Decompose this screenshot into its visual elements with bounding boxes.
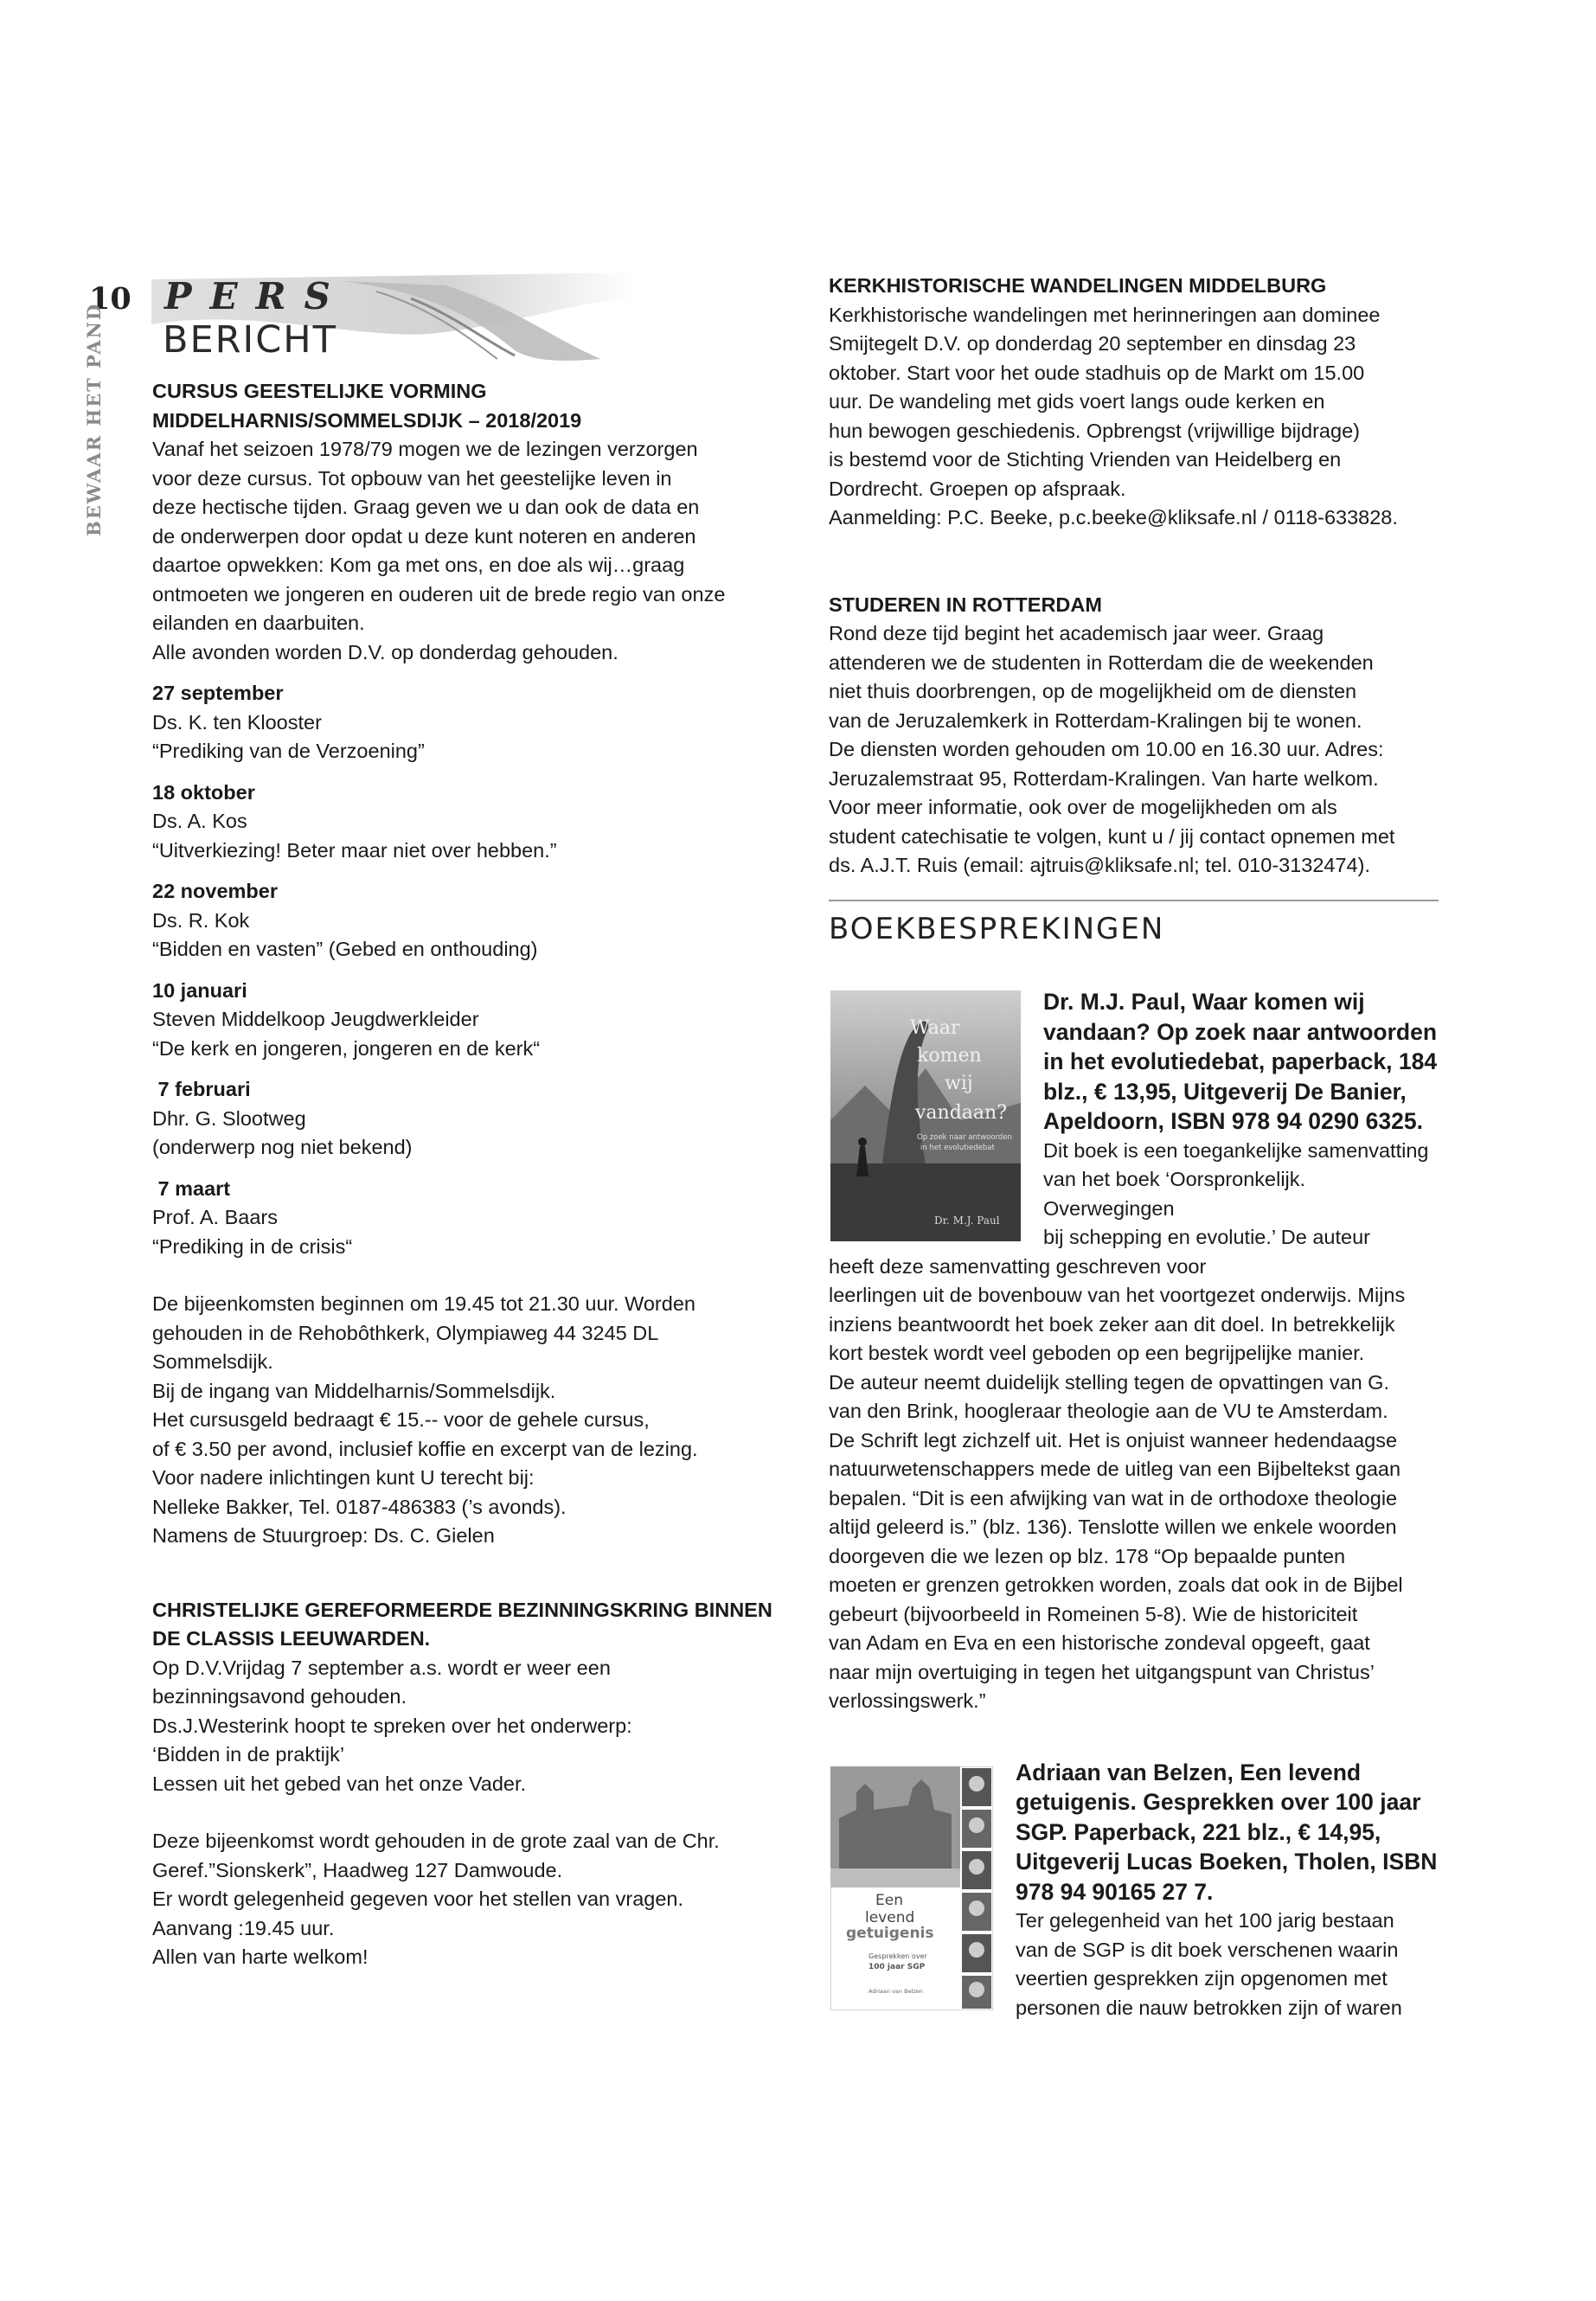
text-line: van de Jeruzalemkerk in Rotterdam-Kralingen bij te wonen. bbox=[829, 708, 1362, 732]
book-title-line: Dr. M.J. Paul, Waar komen wij bbox=[1043, 989, 1365, 1015]
text-line: Geref.”Sionskerk”, Haadweg 127 Damwoude. bbox=[152, 1858, 563, 1881]
lecture-speaker: Ds. R. Kok bbox=[152, 908, 250, 932]
right-column bbox=[829, 272, 1439, 2022]
text-line: Voor meer informatie, ook over de mogelijkheden om als bbox=[829, 796, 1337, 818]
text-line: van het boek ‘Oorspronkelijk. Overwegingen bbox=[1043, 1168, 1306, 1220]
text-line: Rond deze tijd begint het academisch jaar weer. Graag bbox=[829, 622, 1324, 644]
text-line: voor deze cursus. Tot opbouw van het geestelijke leven in bbox=[152, 466, 672, 490]
boekbesprekingen-heading: BOEKBESPREKINGEN bbox=[829, 911, 1165, 946]
text-line: De bijeenkomsten beginnen om 19.45 tot 21.30 uur. Worden bbox=[152, 1292, 695, 1315]
cursus-title-line2: MIDDELHARNIS/SOMMELSDIJK – 2018/2019 bbox=[152, 408, 582, 432]
text-line: personen die nauw betrokken zijn of waren bbox=[1016, 1996, 1402, 2019]
book-title-line: Uitgeverij Lucas Boeken, Tholen, ISBN bbox=[1016, 1849, 1438, 1875]
text-line: van Adam en Eva en een historische zondeval opgeeft, gaat bbox=[829, 1631, 1370, 1654]
lecture-topic: “De kerk en jongeren, jongeren en de kerk“ bbox=[152, 1036, 541, 1060]
text-line: ‘Bidden in de praktijk’ bbox=[152, 1743, 345, 1766]
text-line: deze hectische tijden. Graag geven we u dan ook de data en bbox=[152, 496, 700, 518]
section-divider bbox=[829, 900, 1439, 901]
text-line: bij schepping en evolutie.’ De auteur bbox=[1043, 1226, 1370, 1248]
text-line: Alle avonden worden D.V. op donderdag gehouden. bbox=[152, 640, 619, 663]
lecture-speaker: Dhr. G. Slootweg bbox=[152, 1106, 306, 1130]
cursus-title-line1: CURSUS GEESTELIJKE VORMING bbox=[152, 380, 487, 402]
lecture-date: 7 maart bbox=[152, 1176, 231, 1200]
text-line: Het cursusgeld bedraagt € 15.-- voor de gehele cursus, bbox=[152, 1408, 650, 1431]
lecture-topic: “Prediking van de Verzoening” bbox=[152, 740, 425, 762]
book-title-line: 978 94 90165 27 7. bbox=[1016, 1878, 1214, 1905]
text-line: veertien gesprekken zijn opgenomen met bbox=[1016, 1967, 1388, 1990]
text-line: hun bewogen geschiedenis. Opbrengst (vrijwillige bijdrage) bbox=[829, 419, 1360, 442]
kring-title-line1: CHRISTELIJKE GEREFORMEERDE BEZINNINGSKRING BINNEN bbox=[152, 1598, 772, 1621]
cover-subtitle-text: 100 jaar SGP bbox=[869, 1962, 926, 1971]
left-column bbox=[152, 377, 775, 1972]
text-line: De auteur neemt duidelijk stelling tegen de opvattingen van G. bbox=[829, 1370, 1389, 1394]
cover-subtitle-text: Gesprekken over bbox=[869, 1952, 927, 1960]
text-line: ds. A.J.T. Ruis (email: ajtruis@kliksafe.nl; tel. 010-3132474). bbox=[829, 854, 1370, 876]
lecture-speaker: Ds. K. ten Klooster bbox=[152, 710, 322, 734]
lecture-topic: “Uitverkiezing! Beter maar niet over hebben.” bbox=[152, 838, 557, 862]
text-line: gebeurt (bijvoorbeeld in Romeinen 5-8). Wie de historiciteit bbox=[829, 1602, 1358, 1625]
text-line: Deze bijeenkomst wordt gehouden in de grote zaal van de Chr. bbox=[152, 1830, 720, 1852]
text-line: van de SGP is dit boek verschenen waarin bbox=[1016, 1938, 1399, 1961]
book-title-line: blz., € 13,95, Uitgeverij De Banier, bbox=[1043, 1078, 1407, 1105]
cover-author-text: Dr. M.J. Paul bbox=[934, 1215, 1000, 1227]
lecture-speaker: Prof. A. Baars bbox=[152, 1206, 278, 1228]
text-line: niet thuis doorbrengen, op de mogelijkheid om de diensten bbox=[829, 680, 1357, 702]
text-line: de onderwerpen door opdat u deze kunt noteren en anderen bbox=[152, 524, 696, 548]
cover-title-text: getuigenis bbox=[846, 1924, 934, 1942]
text-line: Op D.V.Vrijdag 7 september a.s. wordt er weer een bbox=[152, 1656, 611, 1679]
cover-title-text: wij bbox=[945, 1073, 973, 1094]
text-line: bezinningsavond gehouden. bbox=[152, 1685, 407, 1708]
side-label: BEWAAR HET PAND bbox=[83, 302, 105, 536]
text-line: of € 3.50 per avond, inclusief koffie en excerpt van de lezing. bbox=[152, 1437, 698, 1460]
book-title-line: in het evolutiedebat, paperback, 184 bbox=[1043, 1048, 1438, 1074]
lecture-date: 22 november bbox=[152, 880, 278, 902]
text-line: Nelleke Bakker, Tel. 0187-486383 (’s avonds). bbox=[152, 1495, 567, 1518]
text-line: De diensten worden gehouden om 10.00 en 16.30 uur. Adres: bbox=[829, 738, 1384, 760]
lecture-topic: (onderwerp nog niet bekend) bbox=[152, 1136, 413, 1158]
text-line: is bestemd voor de Stichting Vrienden van Heidelberg en bbox=[829, 448, 1342, 471]
lecture-date: 7 februari bbox=[152, 1078, 251, 1100]
text-line: Dordrecht. Groepen op afspraak. bbox=[829, 477, 1126, 500]
text-line: Kerkhistorische wandelingen met herinneringen aan dominee bbox=[829, 303, 1381, 326]
text-line: Aanmelding: P.C. Beeke, p.c.beeke@kliksafe.nl / 0118-633828. bbox=[829, 506, 1398, 529]
text-line: leerlingen uit de bovenbouw van het voortgezet onderwijs. Mijns bbox=[829, 1284, 1406, 1306]
text-line: Aanvang :19.45 uur. bbox=[152, 1916, 335, 1939]
cover-title-text: vandaan? bbox=[915, 1102, 1007, 1124]
page-number: 10 bbox=[89, 281, 131, 317]
text-line: ontmoeten we jongeren en ouderen uit de brede regio van onze bbox=[152, 582, 726, 606]
book-cover-image bbox=[830, 990, 1021, 1241]
text-line: natuurwetenschappers mede de uitleg van een Bijbeltekst gaan bbox=[829, 1458, 1401, 1480]
text-line: moeten er grenzen getrokken worden, zoals dat ook in de Bijbel bbox=[829, 1574, 1403, 1596]
kring-title-line2: DE CLASSIS LEEUWARDEN. bbox=[152, 1627, 431, 1650]
text-line: Ds.J.Westerink hoopt te spreken over het onderwerp: bbox=[152, 1714, 632, 1737]
text-line: altijd geleerd is.” (blz. 136). Tenslotte willen we enkele woorden bbox=[829, 1516, 1397, 1538]
text-line: uur. De wandeling met gids voert langs oude kerken en bbox=[829, 390, 1325, 413]
lecture-topic: “Prediking in de crisis“ bbox=[152, 1234, 353, 1258]
text-line: kort bestek wordt veel geboden op een begrijpelijke manier. bbox=[829, 1342, 1365, 1364]
text-line: Bij de ingang van Middelharnis/Sommelsdijk. bbox=[152, 1379, 556, 1402]
text-line: inziens beantwoordt het boek zeker aan dit doel. In betrekkelijk bbox=[829, 1312, 1395, 1336]
cover-title-text: komen bbox=[917, 1045, 982, 1067]
cover-title-text: Waar bbox=[910, 1017, 960, 1039]
lecture-speaker: Steven Middelkoop Jeugdwerkleider bbox=[152, 1008, 479, 1030]
text-line: eilanden en daarbuiten. bbox=[152, 612, 365, 634]
wandelingen-title: KERKHISTORISCHE WANDELINGEN MIDDELBURG bbox=[829, 274, 1327, 297]
text-line: oktober. Start voor het oude stadhuis op de Markt om 15.00 bbox=[829, 361, 1365, 384]
cover-subtitle-text: Op zoek naar antwoorden bbox=[917, 1133, 1012, 1142]
text-line: bepalen. “Dit is een afwijking van wat in de orthodoxe theologie bbox=[829, 1486, 1398, 1509]
book-cover-image bbox=[830, 1766, 993, 2010]
header-pers: PERS bbox=[164, 275, 349, 317]
text-line: Sommelsdijk. bbox=[152, 1350, 273, 1373]
book-review-2 bbox=[829, 1758, 1439, 2023]
text-line: Dit boek is een toegankelijke samenvatting bbox=[1043, 1138, 1429, 1162]
text-line: Voor nadere inlichtingen kunt U terecht bij: bbox=[152, 1466, 535, 1489]
book-review-1 bbox=[829, 987, 1439, 1716]
cover-author-text: Adriaan van Belzen bbox=[869, 1987, 923, 1995]
book-title-line: vandaan? Op zoek naar antwoorden bbox=[1043, 1018, 1438, 1045]
text-line: gehouden in de Rehobôthkerk, Olympiaweg 44 3245 DL bbox=[152, 1321, 659, 1344]
book-title-line: Apeldoorn, ISBN 978 94 0290 6325. bbox=[1043, 1108, 1423, 1134]
text-line: Er wordt gelegenheid gegeven voor het stellen van vragen. bbox=[152, 1888, 684, 1910]
lecture-date: 27 september bbox=[152, 682, 284, 704]
text-line: Ter gelegenheid van het 100 jarig bestaan bbox=[1016, 1909, 1394, 1932]
cover-subtitle-text: in het evolutiedebat bbox=[920, 1144, 995, 1152]
text-line: Allen van harte welkom! bbox=[152, 1945, 369, 1968]
text-line: Lessen uit het gebed van het onze Vader. bbox=[152, 1772, 527, 1795]
text-line: Smijtegelt D.V. op donderdag 20 september en dinsdag 23 bbox=[829, 332, 1356, 355]
cover-title-text: Een bbox=[875, 1891, 903, 1909]
text-line: heeft deze samenvatting geschreven voor bbox=[829, 1254, 1207, 1278]
lecture-topic: “Bidden en vasten” (Gebed en onthouding) bbox=[152, 938, 538, 960]
book-title-line: getuigenis. Gesprekken over 100 jaar bbox=[1016, 1789, 1421, 1815]
text-line: attenderen we de studenten in Rotterdam die de weekenden bbox=[829, 651, 1374, 674]
studeren-title: STUDEREN IN ROTTERDAM bbox=[829, 593, 1102, 616]
text-line: Namens de Stuurgroep: Ds. C. Gielen bbox=[152, 1524, 495, 1547]
text-line: verlossingswerk.” bbox=[829, 1689, 986, 1712]
text-line: van den Brink, hoogleraar theologie aan de VU te Amsterdam. bbox=[829, 1400, 1388, 1422]
book-title-line: SGP. Paperback, 221 blz., € 14,95, bbox=[1016, 1818, 1381, 1845]
lecture-date: 18 oktober bbox=[152, 780, 255, 804]
text-line: Jeruzalemstraat 95, Rotterdam-Kralingen. Van harte welkom. bbox=[829, 766, 1379, 790]
text-line: student catechisatie te volgen, kunt u / jij contact opnemen met bbox=[829, 824, 1395, 848]
book-title-line: Adriaan van Belzen, Een levend bbox=[1016, 1759, 1362, 1785]
text-line: De Schrift legt zichzelf uit. Het is onjuist wanneer hedendaagse bbox=[829, 1428, 1398, 1452]
text-line: Vanaf het seizoen 1978/79 mogen we de lezingen verzorgen bbox=[152, 438, 698, 460]
text-line: naar mijn overtuiging in tegen het uitgangspunt van Christus’ bbox=[829, 1660, 1375, 1683]
header-bericht: BERICHT bbox=[163, 318, 337, 362]
cover-title-text: levend bbox=[865, 1908, 915, 1926]
text-line: doorgeven die we lezen op blz. 178 “Op bepaalde punten bbox=[829, 1544, 1346, 1567]
lecture-speaker: Ds. A. Kos bbox=[152, 810, 247, 832]
text-line: daartoe opwekken: Kom ga met ons, en doe als wij…graag bbox=[152, 554, 685, 576]
lecture-date: 10 januari bbox=[152, 978, 247, 1002]
